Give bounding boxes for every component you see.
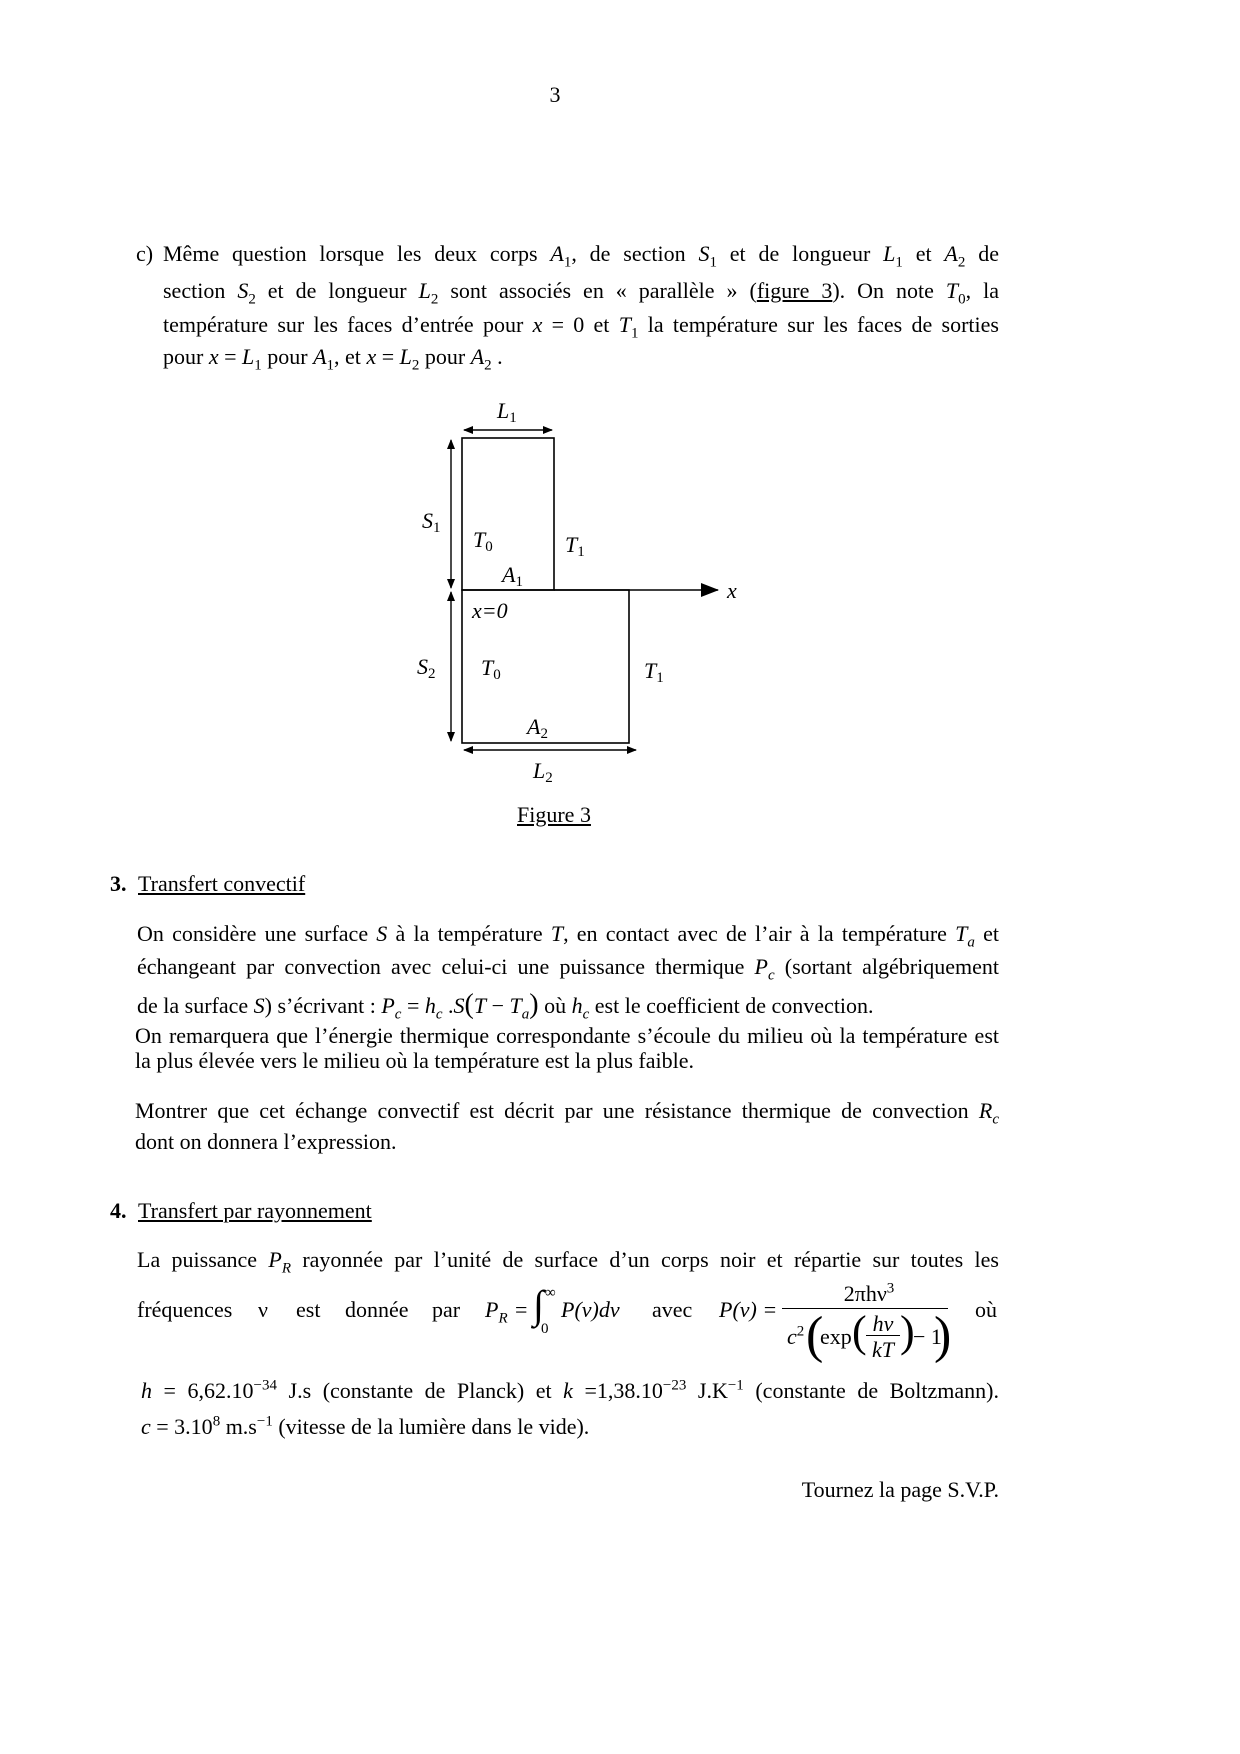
section-4-line1: La puissance $P_R$ rayonnée par l’unité de surface d’un corps noir et répartie sur toutes les bbox=[137, 1247, 999, 1277]
planck-numerator: 2πhν$^3$ bbox=[843, 1280, 895, 1306]
planck-exp: exp bbox=[820, 1324, 852, 1349]
footer-turn-page: Tournez la page S.V.P. bbox=[801, 1477, 999, 1502]
planck-inner-paren-right: ) bbox=[900, 1307, 915, 1356]
planck-outer-paren-left: ( bbox=[806, 1307, 824, 1364]
label-a2: A2 bbox=[527, 714, 548, 742]
section-3-para3-line2: dont on donnera l’expression. bbox=[135, 1129, 397, 1154]
constants-line1: $h = 6,62.10^{-34}$ J.s (constante de Planck) et $k =1,38.10^{-23}$ $J.K^{-1}$ (constante de Boltzmann). bbox=[141, 1377, 999, 1403]
section-c-line3: température sur les faces d’entrée pour x = 0 et $T_1$ la température sur les faces de sorties bbox=[163, 312, 999, 342]
word-est: est bbox=[296, 1297, 321, 1322]
label-t1-bottom: T1 bbox=[644, 658, 664, 686]
planck-den-c: $c^2$ bbox=[787, 1323, 805, 1349]
planck-inner-bar bbox=[866, 1335, 900, 1336]
formula-p-nu: P(ν) = bbox=[719, 1297, 778, 1322]
label-a1: A1 bbox=[502, 562, 523, 590]
planck-inner-den: kT bbox=[872, 1337, 894, 1362]
formula-pr-equals: = bbox=[515, 1297, 528, 1322]
label-s2: S2 bbox=[417, 654, 436, 682]
section-c-label: c) bbox=[136, 241, 154, 266]
label-s1: S1 bbox=[422, 508, 441, 536]
section-c-line2: section $S_2$ et de longueur $L_2$ sont associés en « parallèle » (figure 3). On note $T_0$, la bbox=[163, 278, 999, 308]
integrand: P(ν)dν bbox=[561, 1297, 620, 1322]
section-3-para1-line1: On considère une surface S à la température T, en contact avec de l’air à la température $T_a$ et bbox=[137, 921, 999, 951]
word-avec: avec bbox=[652, 1297, 693, 1322]
figure-caption: Figure 3 bbox=[517, 802, 591, 827]
integral-sign: ∫ bbox=[533, 1282, 544, 1327]
word-frequences: fréquences bbox=[137, 1297, 233, 1322]
section-4-title: Transfert par rayonnement bbox=[138, 1198, 372, 1223]
section-3-para1-line3: de la surface S) s’écrivant : $P_c = h_c$ $.S(T - T_a)$ où $h_c$ est le coefficient de convection. bbox=[137, 989, 874, 1023]
formula-pr: $P_R$ bbox=[485, 1297, 508, 1327]
section-3-para3-line1: Montrer que cet échange convectif est décrit par une résistance thermique de convection $R_c$ bbox=[135, 1098, 999, 1128]
integral-lower: 0 bbox=[541, 1321, 549, 1337]
label-t1-top: T1 bbox=[565, 532, 585, 560]
planck-outer-paren-right: ) bbox=[934, 1307, 952, 1364]
planck-minus-one: − 1 bbox=[913, 1324, 942, 1349]
symbol-nu: ν bbox=[258, 1297, 268, 1322]
label-t0-top: T0 bbox=[473, 527, 493, 555]
section-c-line1: Même question lorsque les deux corps $A_1$, de section $S_1$ et de longueur $L_1$ et $A_2$ de bbox=[163, 241, 999, 271]
section-4-number: 4. bbox=[110, 1198, 127, 1223]
section-3-title: Transfert convectif bbox=[138, 871, 306, 896]
label-l2: L2 bbox=[533, 758, 553, 786]
integral-upper: ∞ bbox=[545, 1285, 556, 1301]
label-t0-bottom: T0 bbox=[481, 655, 501, 683]
word-ou: où bbox=[975, 1297, 997, 1322]
section-3-para1-line2: échangeant par convection avec celui-ci une puissance thermique $P_c$ (sortant algébriquement bbox=[137, 954, 999, 984]
word-donnee: donnée bbox=[345, 1297, 409, 1322]
section-3-number: 3. bbox=[110, 871, 127, 896]
label-x-axis: x bbox=[727, 578, 737, 603]
page-number: 3 bbox=[549, 82, 561, 107]
label-x0: x=0 bbox=[472, 598, 508, 623]
word-par: par bbox=[432, 1297, 461, 1322]
planck-inner-paren-left: ( bbox=[852, 1307, 867, 1356]
constants-line2: $c = 3.10^8$ $m.s^{-1}$ (vitesse de la lumière dans le vide). bbox=[141, 1413, 590, 1439]
section-c-line4: pour $x = L_1$ pour $A_1$, et $x = L_2$ pour $A_2$ . bbox=[163, 344, 503, 374]
label-l1: L1 bbox=[497, 398, 517, 426]
planck-inner-num: hν bbox=[872, 1311, 894, 1336]
figure-3-link[interactable]: figure 3 bbox=[756, 278, 833, 303]
section-3-para2-line1: On remarquera que l’énergie thermique correspondante s’écoule du milieu où la température est bbox=[135, 1023, 999, 1048]
section-3-para2-line2: la plus élevée vers le milieu où la température est la plus faible. bbox=[135, 1048, 694, 1073]
